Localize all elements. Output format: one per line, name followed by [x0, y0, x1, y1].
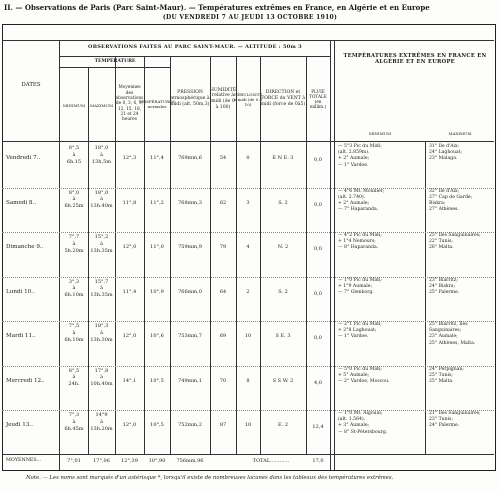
row-2-hum: 62: [219, 199, 227, 206]
row-6-hum: 70: [219, 377, 227, 384]
row-1-neb: 0: [246, 155, 250, 161]
moyennes-header: Moyennes des observations de 0, 3, 6, 9, 12, 15, 18, 21 et 24 heures: [115, 85, 144, 123]
row-6-neb: 8: [246, 377, 250, 384]
header-rule-bottom: [2, 141, 494, 142]
footnote: Note. — Les noms sont marqués d'un astérisque *, lorsqu'il existe de nombreuses lacunes dans les tableaux des températures extrêmes.: [26, 475, 394, 481]
row-3-norm: 11°,0: [150, 244, 164, 250]
row-1-norm: 11°,4: [150, 155, 164, 161]
row-1-ext-min: — 5°3 Pic du Midi; (alt. 2.859m). + 2° Aumale; — 1° Vardoe.: [338, 144, 382, 168]
row-1-moy: 12°,3: [122, 155, 137, 161]
ext-minimum-header: MINIMUM: [368, 130, 392, 136]
row-2-max: 18°,0 à 13h.40m: [90, 189, 113, 209]
row-1-max: 18°,0 à 13h.5m: [91, 145, 112, 165]
row-5-moy: 12°,0: [122, 333, 137, 339]
row-3-moy: 12°,0: [122, 244, 137, 250]
row-7-min: 7°,3 à 6h.45m: [64, 412, 84, 432]
totals-label: MOYENNES...: [6, 458, 42, 463]
row-5-ext-max: 25° Biarritz, Iles Sanguinaires; 23° Aumale; 25° Athènes, Malta.: [429, 322, 476, 346]
row-5-norm: 10°,6: [150, 333, 164, 339]
row-3-pres: 759mm,9: [178, 244, 202, 250]
row-4-pluie: 0,0: [314, 290, 322, 297]
observations-group-header: OBSERVATIONS FAITES AU PARC SAINT-MAUR. — ALTITUDE : 50m 3: [88, 43, 302, 50]
date-range-subtitle: (DU VENDREDI 7 AU JEUDI 13 OCTOBRE 1910): [162, 14, 338, 21]
row-2-pres: 768mm,3: [178, 199, 202, 206]
row-6-norm: 10°,5: [150, 377, 164, 384]
row-6-pluie: 4,0: [314, 379, 322, 386]
minimum-header: MINIMUM: [62, 102, 86, 108]
pluie-header: PLUIE TOTALE (en millim.): [309, 88, 327, 110]
row-1-hum: 54: [219, 155, 227, 161]
row-4-ext-min: — 1°0 Pic du Midi; + 1°9 Aumale; — 7° Glenborg.: [338, 277, 382, 295]
row-4-hum: 64: [219, 288, 227, 295]
row-5-pluie: 0,0: [314, 335, 322, 341]
row-7-ext-min: — 1°0 Mt. Aigoual; (alt. 1.564). + 3° Aumale; — 8° St-Pétersbourg.: [338, 411, 388, 435]
row-3-pluie: 0,0: [314, 246, 322, 252]
row-1-ext-max: 31° Ile d'Aix; 24° Laghouat; 23° Malaga.: [429, 144, 463, 162]
row-3-date: Dimanche 9..: [6, 244, 44, 250]
row-2-moy: 11°,8: [122, 199, 137, 206]
sub-rule: [59, 56, 330, 57]
row-5-min: 7°,5 à 6h.10m: [64, 323, 84, 343]
row-4-ext-max: 23° Biarritz; 24° Biskra; 25° Palerme.: [429, 277, 460, 295]
row-2-pluie: 0,0: [314, 201, 322, 208]
row-6-date: Mercredi 12..: [6, 377, 45, 384]
row-4-min: 3°,3 à 6h.10m: [64, 278, 84, 298]
row-2-ext-max: 32° Ile d'Aix; 27° Cap de Garde; Biskra; 27° Athènes.: [429, 188, 473, 213]
row-6-ext-max: 24° Perpignan; 25° Tunis; 25° Malta.: [429, 366, 464, 384]
normales-header: TEMPÉRATURES normales: [139, 99, 175, 109]
row-7-pluie: 12,4: [312, 424, 324, 430]
row-2-ext-min: — 4°6 Mt. Mounier; (alt. 2.740). + 2° Aumale; — 7° Haparanda.: [338, 188, 385, 213]
vent-header: DIRECTION et FORCE du VENT à midi (force de 0à5): [260, 90, 306, 107]
row-6-max: 17°,8 à 10h.40m: [90, 367, 113, 387]
row-2-date: Samedi 8..: [6, 199, 37, 206]
row-7-pres: 752mm,2: [178, 422, 202, 428]
row-6-moy: 14°,1: [122, 377, 137, 384]
row-7-neb: 10: [244, 422, 252, 428]
row-1-min: 8°,5 à 6h.15: [66, 145, 82, 165]
row-5-neb: 10: [244, 333, 252, 339]
row-4-norm: 10°,9: [150, 288, 164, 295]
totals-pres: 756mm,96: [176, 458, 204, 464]
totals-pluie: 17,0: [312, 458, 324, 464]
row-2-vent: S. 2: [278, 199, 288, 206]
pression-header: PRESSION atmosphérique à midi (alt. 50m,3): [170, 90, 210, 107]
row-1-vent: E N E. 3: [272, 155, 294, 161]
row-2-min: 8°,0 à 6h.25m: [64, 189, 84, 209]
col-rule: [330, 40, 331, 470]
row-7-norm: 10°,5: [150, 422, 164, 428]
row-1-pres: 769mm,6: [178, 155, 202, 161]
totals-rule: [2, 454, 494, 455]
row-5-max: 18°,3 à 13h.30m: [90, 323, 113, 343]
row-7-moy: 12°,0: [122, 422, 137, 428]
row-6-vent: S S W. 2: [272, 377, 294, 384]
row-7-ext-max: 21° Iles Sanguinaires; 23° Tunis; 24° Palerme.: [429, 411, 481, 429]
row-6-ext-min: — 5°0 Pic du Midi; + 5° Aumale; — 2° Vardoe, Moscou.: [338, 366, 390, 384]
row-3-ext-min: — 4°2 Pic du Midi; + 1°4 Nemours; — 8° Haparanda.: [338, 233, 382, 251]
dates-header: DATES: [21, 81, 41, 88]
totals-moy: 12°,39: [121, 458, 138, 464]
row-7-hum: 87: [219, 422, 227, 428]
extremes-group-header: TEMPÉRATURES EXTRÊMES EN FRANCE EN ALGÉRIE ET EN EUROPE: [343, 52, 487, 65]
totals-min: 7°,01: [67, 458, 81, 464]
row-5-hum: 69: [219, 333, 227, 339]
row-4-max: 15°,7 à 13h.35m: [90, 278, 113, 298]
row-4-vent: S. 2: [278, 288, 288, 295]
row-4-neb: 2: [246, 288, 250, 295]
row-3-max: 15°,2 à 13h.35m: [90, 234, 113, 254]
row-4-date: Lundi 10..: [6, 288, 35, 295]
row-4-moy: 11°,4: [122, 288, 137, 295]
totals-norm: 10°,90: [148, 458, 166, 464]
row-7-vent: E. 2: [277, 422, 288, 428]
row-5-vent: S E. 3: [275, 333, 291, 339]
row-2-neb: 3: [246, 199, 250, 206]
row-7-date: Jeudi 13..: [6, 422, 33, 428]
row-5-date: Mardi 11..: [6, 333, 36, 339]
document-title: II. — Observations de Paris (Parc Saint-Maur). — Températures extrêmes en France, en Algérie et en Europe: [4, 3, 430, 12]
row-5-ext-min: — 2°1 Pic du Midi; + 2°8 Laghouat; — 1° Vardoe.: [338, 322, 382, 340]
row-1-date: Vendredi 7..: [6, 155, 41, 161]
row-4-pres: 766mm,0: [178, 288, 202, 295]
sub-rule: [59, 67, 170, 68]
row-2-norm: 11°,2: [150, 199, 164, 206]
nebulosite-header: NÉBULOSITÉ à midi (de 0 à 10): [233, 91, 263, 107]
row-3-hum: 79: [219, 244, 227, 250]
row-6-min: 8°,5 à 24h.: [68, 367, 80, 387]
row-3-ext-max: 25° Iles Sanguinaires; 22° Tunis; 26° Malta.: [429, 233, 481, 251]
totals-total-label: TOTAL............: [252, 458, 290, 464]
temperature-header: TEMPÉRATURE: [94, 59, 136, 65]
row-7-max: 14°9 à 13h.20m: [90, 412, 113, 432]
row-6-pres: 749mm,1: [178, 377, 202, 384]
row-5-pres: 753mm,7: [178, 333, 202, 339]
header-rule-top: [2, 40, 494, 41]
row-3-vent: N. 2: [277, 244, 289, 250]
row-3-min: 7°,7 à 5h.20m: [64, 234, 84, 254]
row-3-neb: 4: [246, 244, 250, 250]
ext-maximum-header: MAXIMUM: [448, 130, 472, 136]
totals-max: 17°,06: [93, 458, 110, 464]
row-1-pluie: 0,0: [314, 157, 322, 163]
maximum-header: MAXIMUM: [90, 102, 113, 108]
humidite-header: HUMIDITÉ relative à midi (de 0 à 100): [209, 87, 237, 110]
